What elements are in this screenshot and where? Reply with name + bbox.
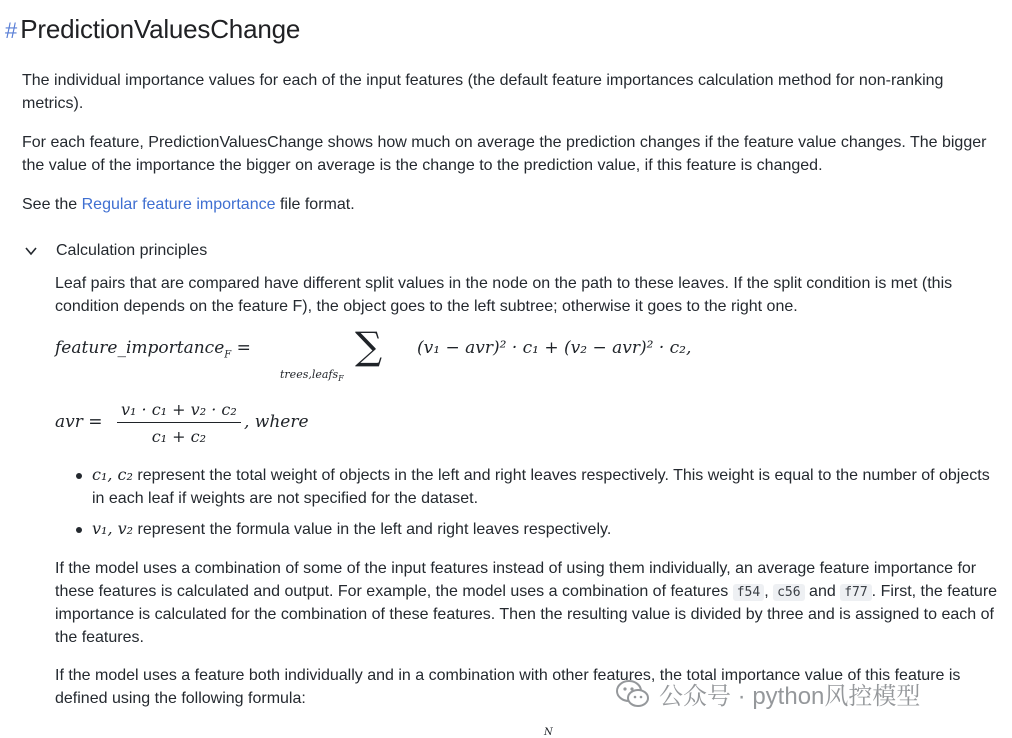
list-item bbox=[76, 518, 996, 542]
importance-formula bbox=[55, 324, 755, 386]
avr-fraction bbox=[117, 400, 241, 446]
sum-subscript: trees,leafs$_F$ bbox=[280, 368, 344, 384]
page-title: PredictionValuesChange bbox=[20, 14, 301, 44]
description-paragraph: For each feature, PredictionValuesChange shows how much on average the prediction changes if the feature value changes. The bigger the value of the importance the bigger on average is the change to the prediction value, if this feature is changed. bbox=[22, 134, 987, 174]
avr-formula bbox=[55, 400, 455, 456]
see-also-prefix: See the bbox=[22, 196, 82, 213]
leaf-pairs-paragraph: Leaf pairs that are compared have different split values in the node on the path to these leaves. If the split condition is met (this condition depends on the feature F), the object goes to the left subtree; otherwise it goes to the right one. bbox=[55, 275, 953, 315]
fraction-denominator: c₁ + c₂ bbox=[151, 427, 207, 446]
see-also-suffix: file format. bbox=[275, 196, 355, 213]
code-f54: f54 bbox=[733, 584, 764, 601]
chevron-down-icon bbox=[24, 244, 38, 258]
fraction-numerator: v₁ · c₁ + v₂ · c₂ bbox=[117, 400, 241, 423]
calculation-principles-toggle[interactable] bbox=[24, 240, 207, 262]
weights-description: represent the total weight of objects in the left and right leaves respectively. This weight is equal to the number of objects in each leaf if weights are not specified for the dataset. bbox=[92, 467, 990, 507]
where-label: , where bbox=[244, 412, 309, 432]
combination-text: If the model uses a combination of some of the input features instead of using them individually, an average feature importance for these features is calculated and output. For example, the model uses a combination of features bbox=[55, 560, 977, 600]
intro-paragraph: The individual importance values for each of the input features (the default feature importances calculation method for non-ranking metrics). bbox=[22, 72, 944, 112]
values-description: represent the formula value in the left and right leaves respectively. bbox=[133, 521, 612, 538]
avr-lhs: avr = bbox=[55, 412, 103, 432]
section-label: Calculation principles bbox=[56, 242, 208, 259]
anchor-link[interactable]: # bbox=[5, 18, 18, 43]
formula-rhs: (v₁ − avr)² · c₁ + (v₂ − avr)² · c₂, bbox=[417, 338, 692, 358]
code-c56: c56 bbox=[773, 584, 804, 601]
watermark bbox=[615, 676, 920, 711]
page-heading bbox=[5, 14, 300, 50]
regular-feature-importance-link[interactable]: Regular feature importance bbox=[81, 196, 276, 213]
definitions-list bbox=[76, 464, 996, 550]
list-item bbox=[76, 464, 996, 510]
conjunction: and bbox=[804, 582, 841, 600]
code-f77: f77 bbox=[840, 584, 871, 601]
watermark-text: 公众号 · python风控模型 bbox=[659, 683, 921, 710]
values-symbols: v₁, v₂ bbox=[92, 519, 134, 538]
wechat-icon bbox=[615, 679, 651, 709]
total-importance-paragraph: If the model uses a feature both individually and in a combination with other features, the total importance value of this feature is defined using the following formula: bbox=[55, 667, 961, 707]
formula-lhs: feature_importance$_F$ = bbox=[55, 338, 251, 361]
combination-paragraph bbox=[55, 558, 1000, 649]
combination-text-end: . First, the feature importance is calculated for the combination of these features. Then the resulting value is divided by three and is assigned to each of the features. bbox=[55, 582, 998, 646]
formula-sum-upper-limit: N bbox=[544, 727, 553, 738]
weights-symbols: c₁, c₂ bbox=[92, 465, 133, 484]
separator: , bbox=[764, 582, 774, 600]
sum-symbol: ∑ bbox=[355, 324, 383, 368]
see-also-paragraph bbox=[22, 194, 1002, 217]
